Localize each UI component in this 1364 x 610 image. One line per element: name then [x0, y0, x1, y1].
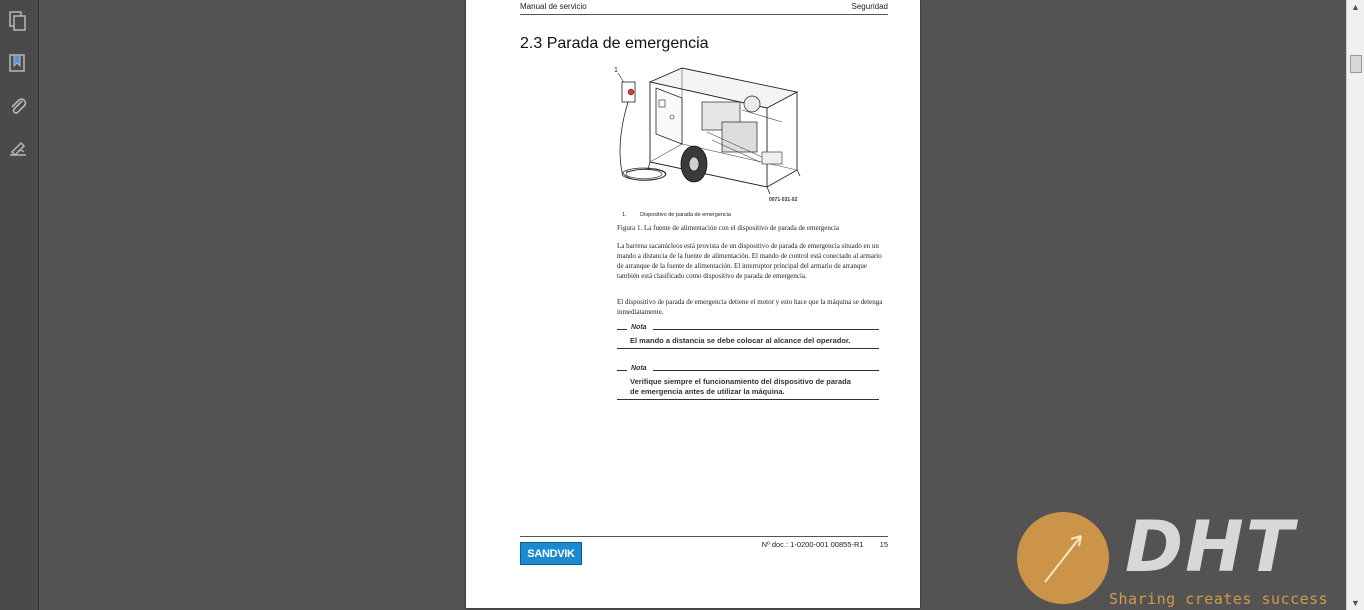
vertical-scrollbar[interactable]	[1346, 0, 1364, 610]
pages-button[interactable]	[5, 8, 31, 34]
figure-callout: 1	[614, 67, 618, 74]
bookmark-icon	[7, 52, 29, 74]
watermark-tagline: Sharing creates success	[1109, 590, 1329, 608]
attachments-button[interactable]	[5, 93, 31, 119]
figure-legend	[622, 212, 731, 218]
footer-divider	[520, 536, 888, 537]
note-label: Nota	[631, 365, 647, 372]
body-paragraph: El dispositivo de parada de emergencia detiene el motor y esto hace que la máquina se detenga inmediatamente.	[617, 298, 883, 316]
attachment-icon	[7, 95, 29, 117]
note-box	[617, 365, 879, 400]
page-header-right: Seguridad	[851, 2, 888, 11]
note-header	[617, 324, 879, 334]
note-text: Verifique siempre el funcionamiento del dispositivo de parada de emergencia antes de utilizar la máquina.	[630, 377, 851, 396]
legend-text: Dispositivo de parada de emergencia	[640, 212, 731, 218]
note-box	[617, 324, 879, 349]
body-paragraph: La barrena sacanúcleos está provista de un dispositivo de parada de emergencia situado en un mando a distancia de la fuente de alimentación. El mando de control está conectado al armario de arranque de la fuente de alimentación. El interruptor principal del armario de arranque también está clasificado como dispositivo de parada de emergencia.	[617, 242, 882, 280]
watermark-letters: DHT	[1125, 506, 1296, 588]
signature-icon	[7, 138, 29, 160]
section-title: 2.3 Parada de emergencia	[520, 35, 709, 52]
sandvik-logo: SANDVIK	[520, 542, 582, 565]
scroll-down-icon[interactable]: ▼	[1351, 598, 1360, 608]
bookmarks-button[interactable]	[5, 50, 31, 76]
scroll-thumb[interactable]	[1350, 55, 1362, 73]
document-page	[466, 0, 920, 608]
signatures-button[interactable]	[5, 136, 31, 162]
figure-caption: Figura 1. La fuente de alimentación con el dispositivo de parada de emergencia	[617, 224, 840, 232]
navigation-panel	[0, 0, 39, 610]
note-text: El mando a distancia se debe colocar al alcance del operador.	[630, 336, 851, 345]
footer-doc-info	[762, 540, 888, 549]
note-header	[617, 365, 879, 375]
doc-number: Nº doc.: 1-0200-001 00855-R1	[761, 540, 864, 549]
note-label: Nota	[631, 324, 647, 331]
page-number: 15	[879, 540, 888, 549]
power-unit-illustration	[612, 62, 812, 207]
figure-code: 0071-031-02	[769, 197, 798, 203]
scroll-up-icon[interactable]: ▲	[1351, 2, 1360, 12]
header-divider	[520, 14, 888, 15]
page-header-left: Manual de servicio	[520, 2, 587, 11]
legend-number: 1.	[622, 212, 627, 218]
pages-icon	[7, 10, 29, 32]
